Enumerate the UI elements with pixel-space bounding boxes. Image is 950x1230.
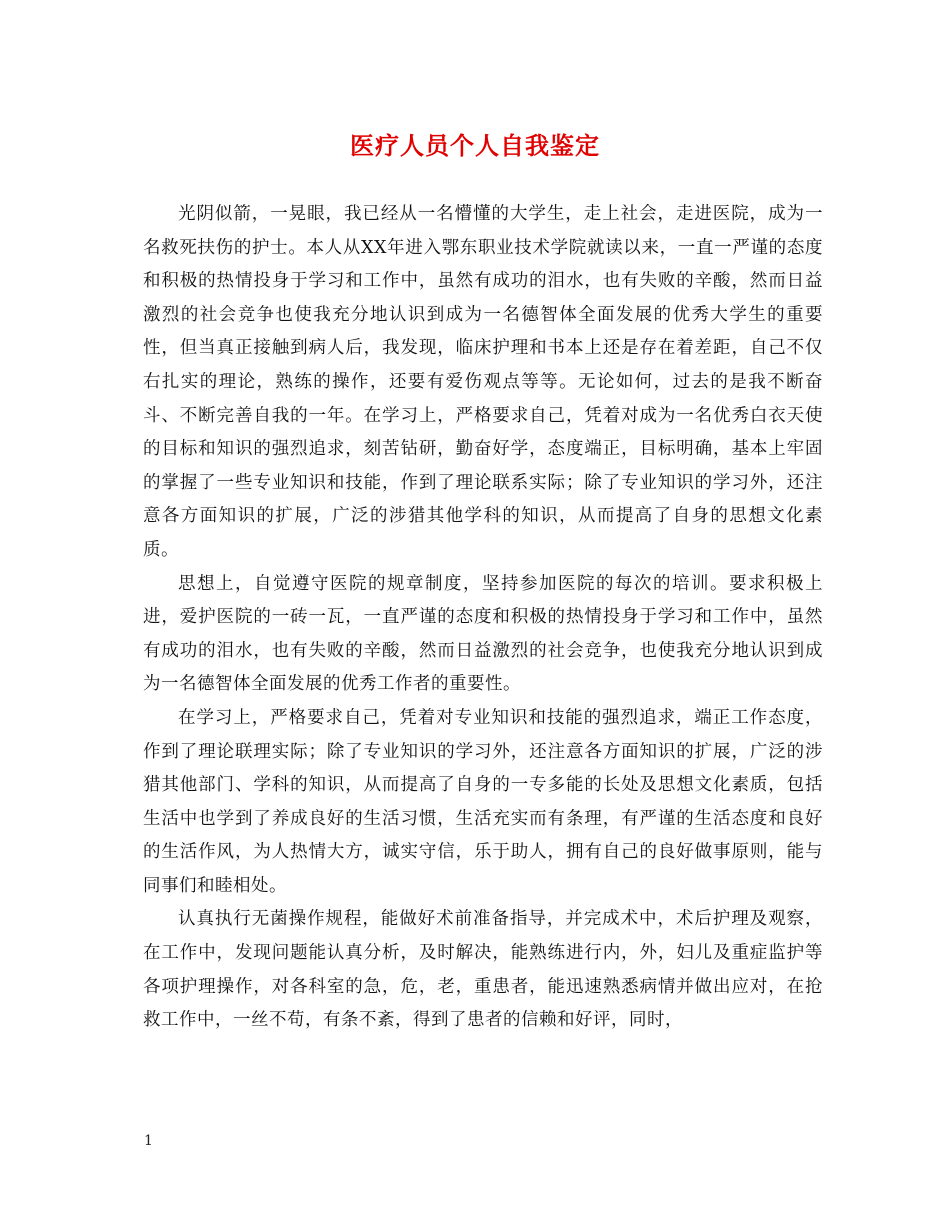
document-body xyxy=(143,198,823,1038)
paragraph: 光阴似箭，一晃眼，我已经从一名懵懂的大学生，走上社会，走进医院，成为一名救死扶伤的护士。本人从XX年进入鄂东职业技术学院就读以来，一直一严谨的态度和积极的热情投身于学习和工作中，虽然有成功的泪水，也有失败的辛酸，然而日益激烈的社会竞争也使我充分地认识到成为一名德智体全面发展的优秀大学生的重要性，但当真正接触到病人后，我发现，临床护理和书本上还是存在着差距，自己不仅右扎实的理论，熟练的操作，还要有爱伤观点等等。无论如何，过去的是我不断奋斗、不断完善自我的一年。在学习上，严格要求自己，凭着对成为一名优秀白衣天使的目标和知识的强烈追求，刻苦钻研，勤奋好学，态度端正，目标明确，基本上牢固的掌握了一些专业知识和技能，作到了理论联系实际；除了专业知识的学习外，还注意各方面知识的扩展，广泛的涉猎其他学科的知识，从而提高了自身的思想文化素质。 xyxy=(143,204,823,560)
paragraph: 思想上，自觉遵守医院的规章制度，坚持参加医院的每次的培训。要求积极上进，爱护医院的一砖一瓦，一直严谨的态度和积极的热情投身于学习和工作中，虽然有成功的泪水，也有失败的辛酸，然而日益激烈的社会竞争，也使我充分地认识到成为一名德智体全面发展的优秀工作者的重要性。 xyxy=(143,573,823,695)
page-number: 1 xyxy=(144,1133,153,1149)
document-title: 医疗人员个人自我鉴定 xyxy=(350,131,600,160)
paragraph: 认真执行无菌操作规程，能做好术前准备指导，并完成术中，术后护理及观察，在工作中，发现问题能认真分析，及时解决，能熟练进行内，外，妇儿及重症监护等各项护理操作，对各科室的急，危，老，重患者，能迅速熟悉病情并做出应对，在抢救工作中，一丝不苟，有条不紊，得到了患者的信赖和好评，同时， xyxy=(143,909,823,1031)
paragraph: 在学习上，严格要求自己，凭着对专业知识和技能的强烈追求，端正工作态度，作到了理论联理实际；除了专业知识的学习外，还注意各方面知识的扩展，广泛的涉猎其他部门、学科的知识，从而提高了自身的一专多能的长处及思想文化素质，包括生活中也学到了养成良好的生活习惯，生活充实而有条理，有严谨的生活态度和良好的生活作风，为人热情大方，诚实守信，乐于助人，拥有自己的良好做事原则，能与同事们和睦相处。 xyxy=(143,707,823,896)
